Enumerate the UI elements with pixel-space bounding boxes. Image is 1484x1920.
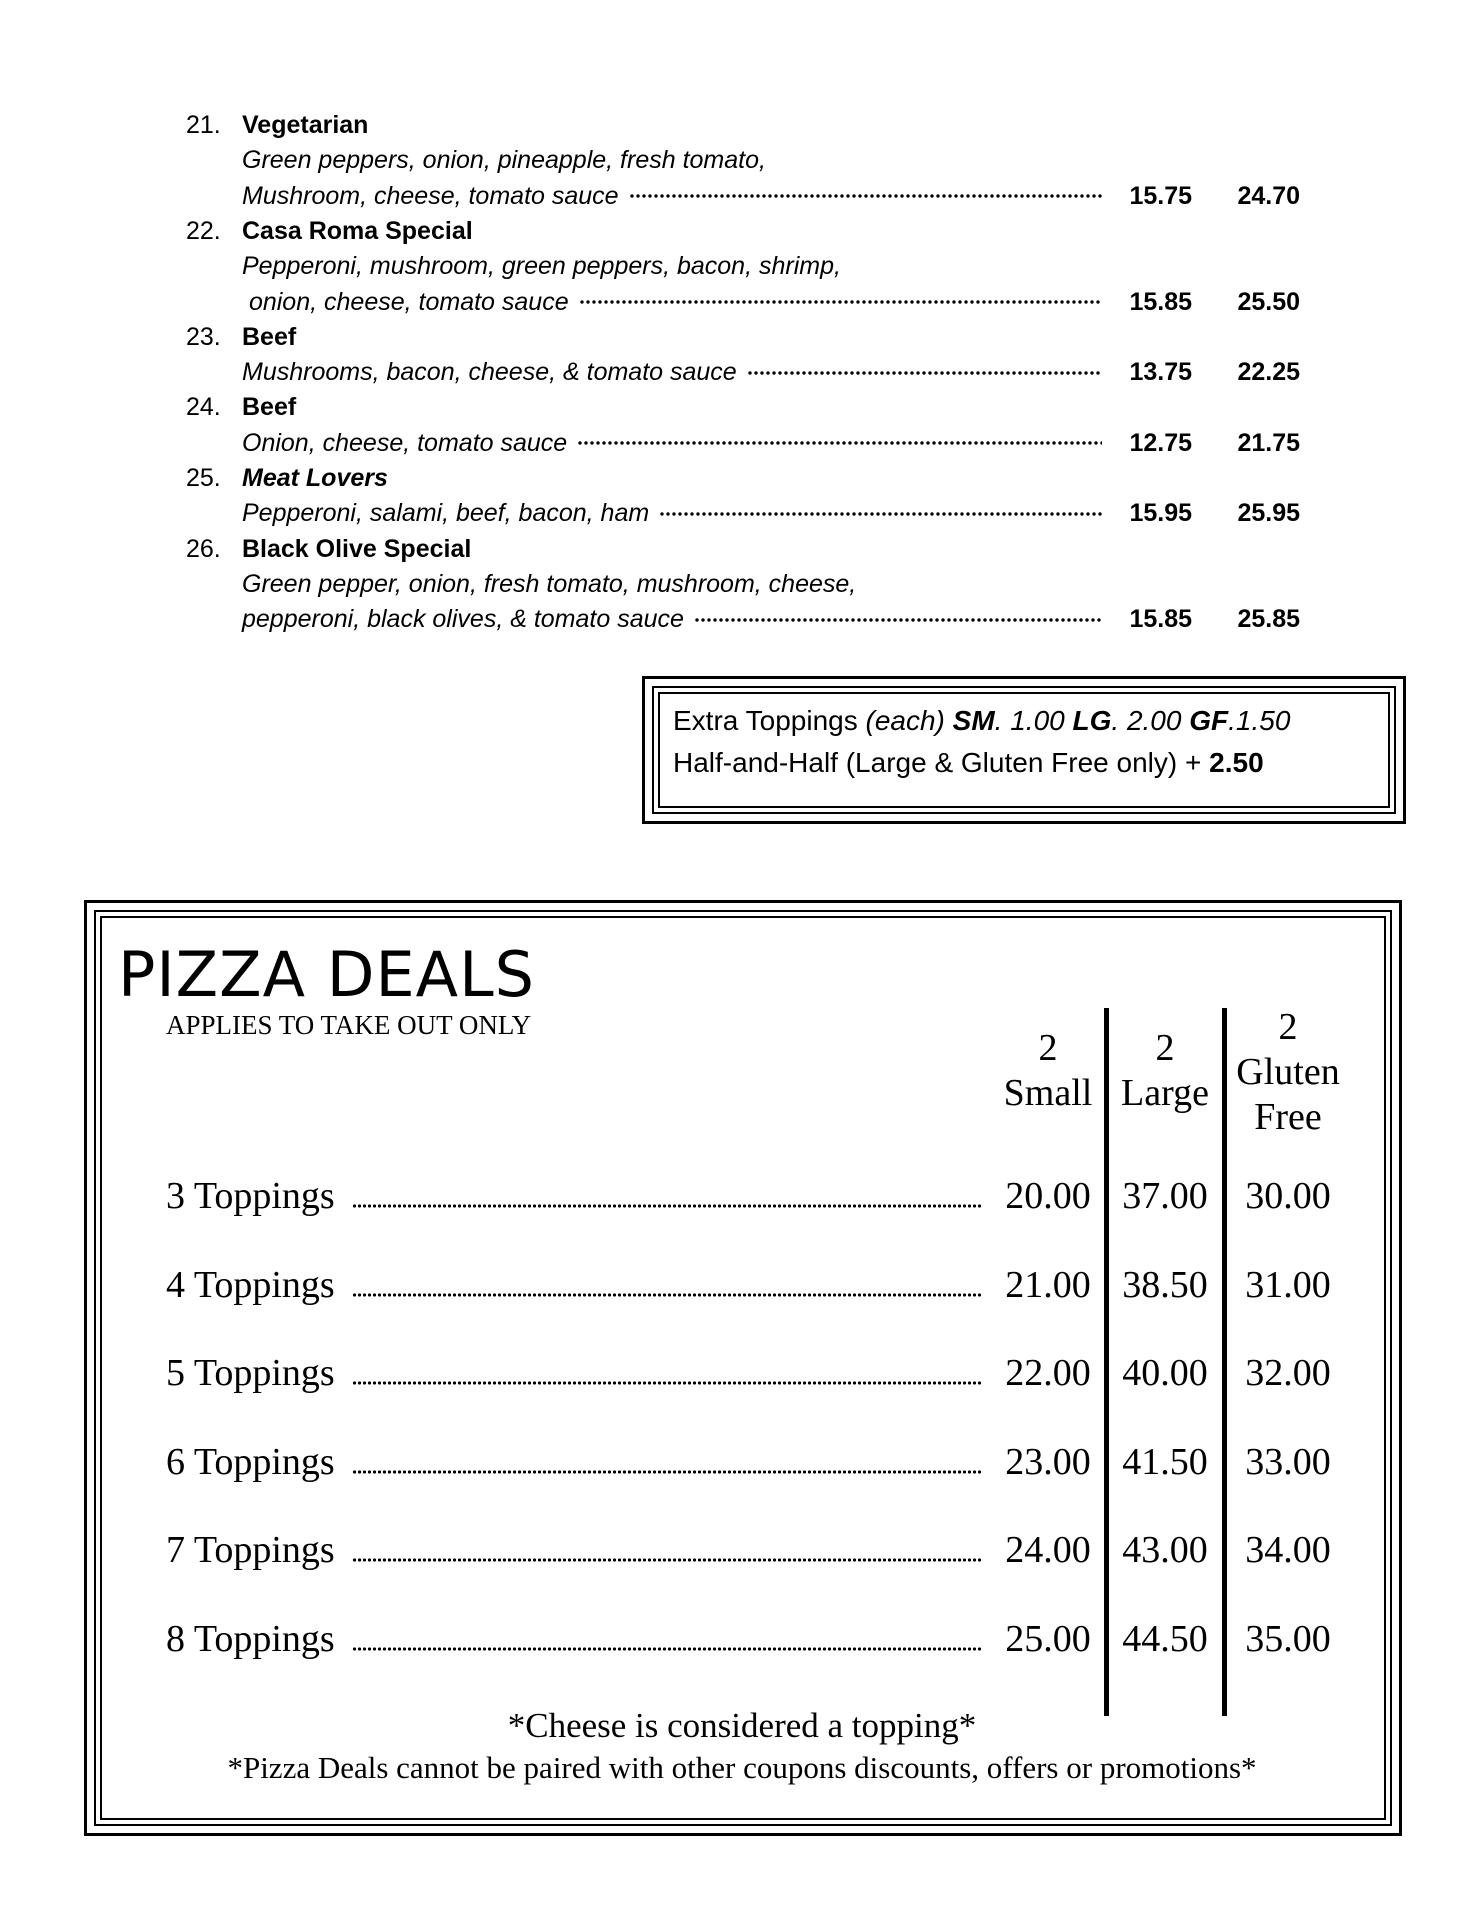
price-large: 22.25 (1237, 358, 1300, 387)
menu-item-price-row (242, 179, 1484, 214)
extra-small-label: SM (952, 705, 995, 736)
deal-column-header-line: 2 (1155, 1027, 1175, 1069)
extra-large-label: LG (1072, 705, 1112, 736)
dotted-leader (352, 1293, 982, 1297)
menu-item-number: 25. (186, 464, 221, 492)
half-and-half-label: Half-and-Half (Large & Gluten Free only) + (673, 747, 1210, 778)
extra-toppings-line (673, 705, 1290, 737)
deal-column-header-line: 2 (1278, 1006, 1298, 1048)
menu-item-description: Mushrooms, bacon, cheese, & tomato sauce (242, 358, 737, 387)
deal-price: 24.00 (1005, 1529, 1091, 1572)
deal-column-header (1208, 1005, 1368, 1140)
deal-column-header-line: Gluten (1236, 1051, 1340, 1093)
deal-price: 35.00 (1245, 1618, 1331, 1660)
menu-item-number: 22. (186, 216, 221, 245)
menu-item-price-row (242, 355, 1484, 390)
deal-price: 40.00 (1122, 1352, 1208, 1395)
deal-column-header-line: Large (1121, 1072, 1209, 1114)
price-small: 15.85 (1129, 605, 1192, 634)
menu-item-name: Beef (242, 322, 297, 351)
menu-item-price-row (242, 496, 1484, 531)
deal-row (166, 1440, 1366, 1490)
deal-price: 20.00 (1005, 1175, 1091, 1217)
pizza-deals-title: PIZZA DEALS (118, 938, 535, 1011)
menu-item-name: Vegetarian (242, 111, 369, 139)
deal-row (166, 1263, 1366, 1313)
deal-row (166, 1174, 1366, 1224)
dotted-leader (352, 1470, 982, 1474)
dotted-leader (352, 1647, 982, 1651)
deal-column-header-line: Free (1254, 1096, 1322, 1138)
deal-row-label: 7 Toppings (166, 1529, 335, 1572)
dotted-leader (629, 194, 1102, 198)
pizza-deals-subtitle: APPLIES TO TAKE OUT ONLY (166, 1010, 532, 1040)
extra-small-price: . 1.00 (994, 705, 1073, 736)
menu-item-name: Casa Roma Special (242, 216, 473, 245)
deal-price: 32.00 (1245, 1352, 1331, 1395)
menu-item-price-row (242, 285, 1484, 320)
deal-row-label: 3 Toppings (166, 1175, 335, 1217)
menu-item-price-row (242, 426, 1484, 461)
deal-row (166, 1351, 1366, 1401)
deal-price: 25.00 (1005, 1618, 1091, 1660)
menu-item-description: Green peppers, onion, pineapple, fresh tomato, (242, 146, 766, 175)
menu-item-name: Meat Lovers (242, 464, 388, 492)
menu-item-price-row (242, 602, 1484, 637)
price-large: 25.95 (1237, 499, 1300, 528)
deal-price: 31.00 (1245, 1263, 1331, 1306)
price-small: 15.75 (1129, 181, 1192, 210)
menu-item-description: Pepperoni, mushroom, green peppers, bacon, shrimp, (242, 252, 841, 281)
deal-price: 38.50 (1122, 1263, 1208, 1306)
menu-item-description: Onion, cheese, tomato sauce (242, 428, 568, 457)
price-large: 21.75 (1237, 428, 1300, 457)
deals-disclaimer: *Pizza Deals cannot be paired with other coupons discounts, offers or promotions* (227, 1750, 1257, 1785)
deal-price: 33.00 (1245, 1440, 1331, 1483)
deal-price: 30.00 (1245, 1175, 1331, 1217)
menu-item-description: Pepperoni, salami, beef, bacon, ham (242, 499, 650, 528)
half-and-half-price: 2.50 (1209, 747, 1264, 778)
menu-item-description: Mushroom, cheese, tomato sauce (242, 181, 619, 210)
deal-row (166, 1528, 1366, 1578)
extra-toppings-each: (each) (865, 705, 953, 736)
price-large: 24.70 (1237, 181, 1300, 210)
price-small: 15.95 (1129, 499, 1192, 528)
dotted-leader (659, 512, 1102, 516)
deal-row-label: 8 Toppings (166, 1618, 335, 1660)
deal-price: 21.00 (1005, 1263, 1091, 1306)
dotted-leader (694, 618, 1102, 622)
price-small: 15.85 (1129, 287, 1192, 316)
menu-item-description: pepperoni, black olives, & tomato sauce (242, 605, 684, 634)
dotted-leader (579, 300, 1102, 304)
deal-column-header-line: 2 (1038, 1027, 1058, 1069)
extra-large-price: . 2.00 (1111, 705, 1190, 736)
dotted-leader (352, 1381, 982, 1385)
dotted-leader (352, 1558, 982, 1562)
menu-item-description: Green pepper, onion, fresh tomato, mushroom, cheese, (242, 569, 857, 598)
dotted-leader (577, 441, 1102, 445)
deal-row (166, 1617, 1366, 1667)
menu-item-number: 24. (186, 393, 221, 422)
deal-row-label: 5 Toppings (166, 1352, 335, 1395)
menu-item-name: Black Olive Special (242, 534, 472, 563)
deal-price: 41.50 (1122, 1440, 1208, 1483)
deal-price: 34.00 (1245, 1529, 1331, 1572)
half-and-half-line (673, 747, 1264, 779)
extra-gf-price: .1.50 (1228, 705, 1291, 736)
deal-row-label: 4 Toppings (166, 1263, 335, 1306)
menu-item-description: onion, cheese, tomato sauce (242, 287, 569, 316)
deal-price: 22.00 (1005, 1352, 1091, 1395)
deal-price: 43.00 (1122, 1529, 1208, 1572)
extra-toppings-label: Extra Toppings (673, 705, 866, 736)
dotted-leader (352, 1204, 982, 1208)
price-small: 12.75 (1129, 428, 1192, 457)
price-small: 13.75 (1129, 358, 1192, 387)
deal-column-header-line: Small (1003, 1072, 1093, 1114)
cheese-note: *Cheese is considered a topping* (507, 1706, 977, 1745)
extra-gf-label: GF (1189, 705, 1229, 736)
menu-item-number: 21. (186, 111, 221, 139)
deal-price: 23.00 (1005, 1440, 1091, 1483)
price-large: 25.85 (1237, 605, 1300, 634)
menu-item-number: 23. (186, 322, 221, 351)
extra-toppings-box (642, 676, 1406, 824)
deal-row-label: 6 Toppings (166, 1440, 335, 1483)
dotted-leader (747, 371, 1102, 375)
price-large: 25.50 (1237, 287, 1300, 316)
deal-price: 44.50 (1122, 1618, 1208, 1660)
menu-item-number: 26. (186, 534, 221, 563)
menu-item-name: Beef (242, 393, 297, 422)
deal-price: 37.00 (1122, 1175, 1208, 1217)
